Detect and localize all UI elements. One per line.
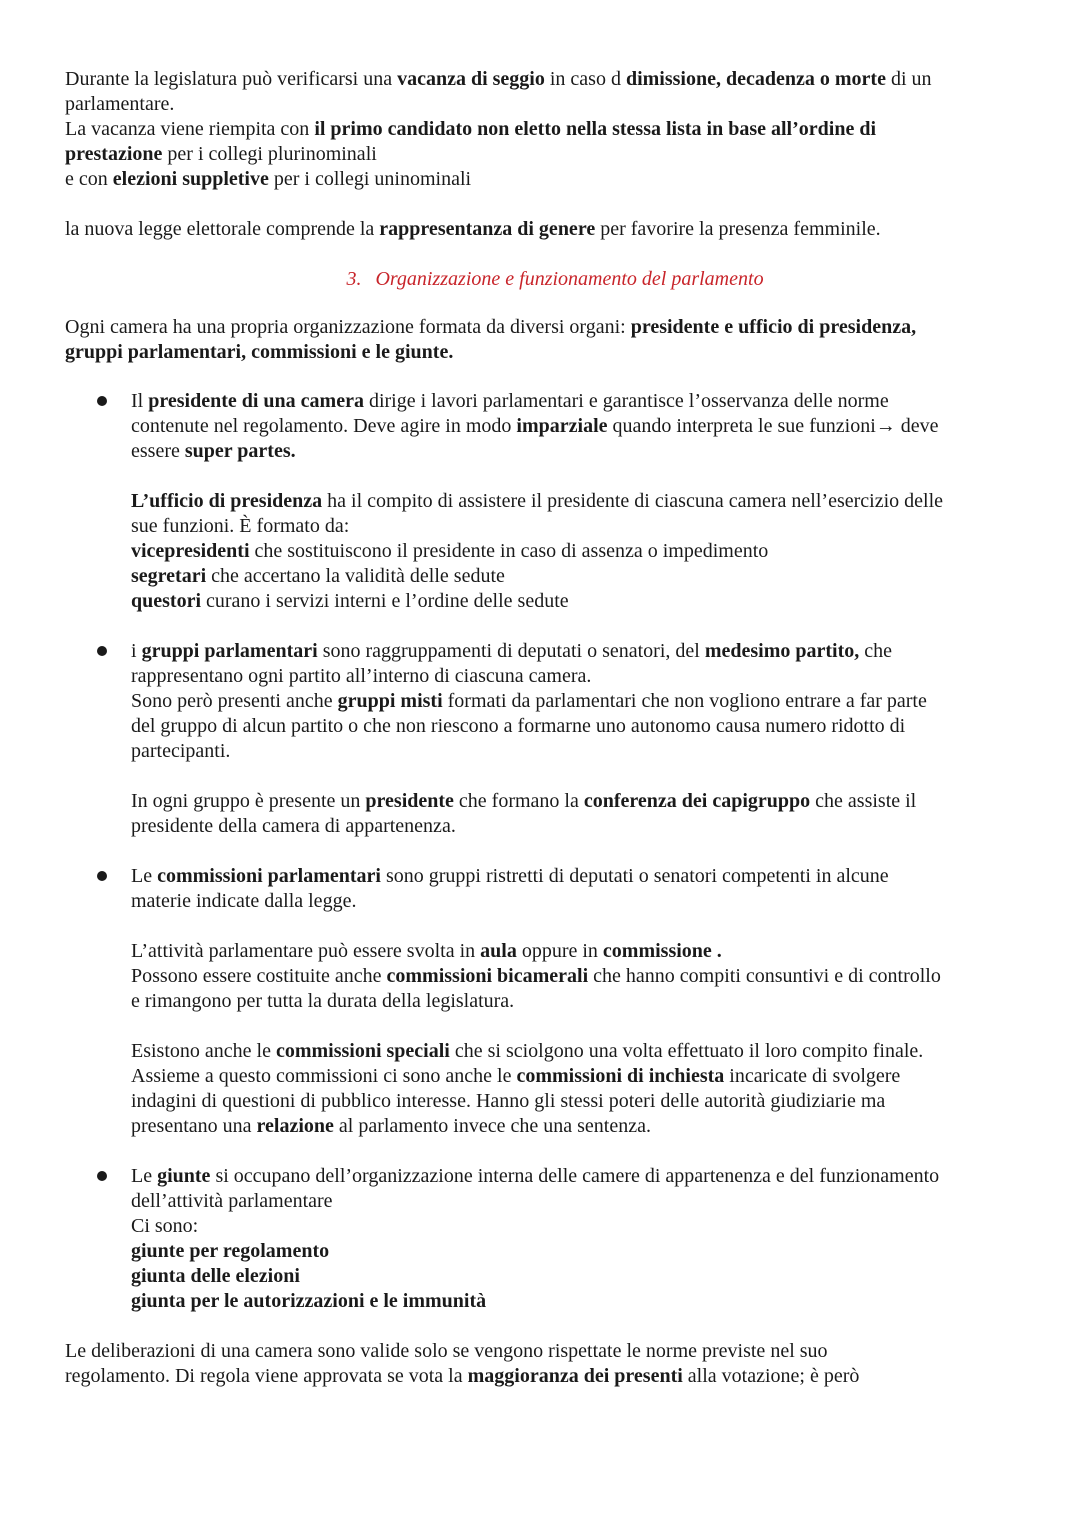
paragraph-organization <box>65 315 1025 365</box>
text-run: contenute nel regolamento. Deve agire in modo <box>131 415 517 437</box>
text-line <box>131 1164 1031 1189</box>
bold-term: vacanza di seggio <box>397 68 545 90</box>
text-run: L’attività parlamentare può essere svolta in <box>131 940 481 962</box>
text-line <box>131 1189 1031 1214</box>
text-run: formati da parlamentari che non vogliono entrare a far parte <box>442 690 927 712</box>
paragraph-deliberations <box>65 1339 1025 1389</box>
section-number: 3. <box>346 268 362 290</box>
text-line <box>131 964 1031 989</box>
bold-term: aula <box>480 940 517 962</box>
text-line <box>131 1039 1031 1064</box>
text-run: di un <box>885 68 932 90</box>
item-commissions <box>131 864 1031 914</box>
text-run: per i collegi uninominali <box>268 168 472 190</box>
text-run: si occupano dell’organizzazione interna delle camere di appartenenza e del funzionamento <box>210 1165 940 1187</box>
bold-term: giunta delle elezioni <box>131 1265 300 1287</box>
text-run: che hanno compiti consuntivi e di controllo <box>588 965 941 987</box>
text-run: ha il compito di assistere il presidente di ciascuna camera nell’esercizio delle <box>322 490 943 512</box>
text-line <box>65 315 1025 340</box>
text-line <box>131 714 1031 739</box>
text-line <box>131 639 1031 664</box>
item-group-leaders <box>131 789 1031 839</box>
text-run: curano i servizi interni e l’ordine delle sedute <box>201 590 569 612</box>
text-run: al parlamento invece che una sentenza. <box>333 1115 651 1137</box>
item-committees <box>131 1164 1031 1314</box>
text-line <box>131 1264 1031 1289</box>
text-run: sono gruppi ristretti di deputati o senatori competenti in alcune <box>380 865 889 887</box>
text-run: regolamento. Di regola viene approvata se vota la <box>65 1365 468 1387</box>
item-president <box>131 389 1031 464</box>
bold-term: medesimo partito, <box>704 640 860 662</box>
bold-term: vicepresidenti <box>131 540 250 562</box>
text-run: oppure in <box>516 940 603 962</box>
text-run: parlamentare. <box>65 93 175 115</box>
text-line <box>131 664 1031 689</box>
bold-term: commissioni bicamerali <box>386 965 589 987</box>
text-run: Possono essere costituite anche <box>131 965 387 987</box>
text-run: La vacanza viene riempita con <box>65 118 315 140</box>
text-line <box>131 589 1031 614</box>
bold-term: gruppi parlamentari, commissioni e le giunte. <box>65 341 454 363</box>
text-line <box>131 864 1031 889</box>
section-heading <box>0 267 1080 292</box>
section-title: Organizzazione e funzionamento del parlamento <box>375 268 764 290</box>
text-run: Durante la legislatura può verificarsi una <box>65 68 398 90</box>
bold-term: commissione . <box>602 940 722 962</box>
text-line <box>131 1289 1031 1314</box>
text-run: per i collegi plurinominali <box>162 143 377 165</box>
bold-term: imparziale <box>516 415 608 437</box>
text-run: essere <box>131 440 185 462</box>
text-line <box>65 217 1025 242</box>
text-run: per favorire la presenza femminile. <box>595 218 881 240</box>
bold-term: L’ufficio di presidenza <box>131 490 323 512</box>
bold-term: il primo candidato non eletto nella stessa lista in base all’ordine di <box>314 118 877 140</box>
bold-term: giunte per regolamento <box>131 1240 330 1262</box>
bold-term: gruppi misti <box>337 690 443 712</box>
item-special-commissions <box>131 1039 1031 1139</box>
text-run: e rimangono per tutta la durata della legislatura. <box>131 990 515 1012</box>
text-run: che accertano la validità delle sedute <box>206 565 505 587</box>
bold-term: conferenza dei capigruppo <box>583 790 811 812</box>
text-line <box>131 1114 1031 1139</box>
text-run: che sostituiscono il presidente in caso di assenza o impedimento <box>249 540 769 562</box>
text-line <box>65 117 1025 142</box>
text-line <box>131 414 1031 439</box>
bold-term: super partes. <box>184 440 296 462</box>
bold-term: relazione <box>256 1115 334 1137</box>
bold-term: giunte <box>157 1165 211 1187</box>
text-run: materie indicate dalla legge. <box>131 890 357 912</box>
text-line <box>131 889 1031 914</box>
text-line <box>131 739 1031 764</box>
text-run: Le <box>131 1165 158 1187</box>
text-line <box>131 439 1031 464</box>
text-line <box>131 1089 1031 1114</box>
text-run: rappresentano ogni partito all’interno di ciascuna camera. <box>131 665 592 687</box>
text-line <box>131 1239 1031 1264</box>
bold-term: segretari <box>131 565 207 587</box>
text-run: che assiste il <box>810 790 917 812</box>
bold-term: commissioni speciali <box>275 1040 450 1062</box>
text-run: dirige i lavori parlamentari e garantisce l’osservanza delle norme <box>363 390 889 412</box>
text-line <box>131 489 1031 514</box>
text-run: sono raggruppamenti di deputati o senatori, del <box>317 640 705 662</box>
text-run: indagini di questioni di pubblico interesse. Hanno gli stessi poteri delle autorità giudiziarie ma <box>131 1090 886 1112</box>
text-line <box>65 67 1025 92</box>
bold-term: prestazione <box>65 143 163 165</box>
text-run: del gruppo di alcun partito o che non riescono a formarne uno autonomo causa numero ridotto di <box>131 715 906 737</box>
paragraph-gender-representation <box>65 217 1025 242</box>
bold-term: elezioni suppletive <box>112 168 269 190</box>
bullet-president <box>97 396 107 406</box>
bold-term: dimissione, decadenza o morte <box>625 68 886 90</box>
text-run: che formano la <box>453 790 584 812</box>
text-line <box>65 142 1025 167</box>
text-line <box>131 1214 1031 1239</box>
text-line <box>131 789 1031 814</box>
text-line <box>131 989 1031 1014</box>
text-run: e con <box>65 168 113 190</box>
text-run: sue funzioni. È formato da: <box>131 515 350 537</box>
text-run: Esistono anche le <box>131 1040 276 1062</box>
text-line <box>131 689 1031 714</box>
bold-term: presidente <box>365 790 454 812</box>
text-run: la nuova legge elettorale comprende la <box>65 218 380 240</box>
text-line <box>65 167 1025 192</box>
text-run: quando interpreta le sue funzioni→ deve <box>607 415 939 437</box>
text-line <box>131 939 1031 964</box>
text-run: incaricate di svolgere <box>724 1065 901 1087</box>
text-run: Sono però presenti anche <box>131 690 338 712</box>
bold-term: giunta per le autorizzazioni e le immunità <box>131 1290 487 1312</box>
text-run: che <box>859 640 893 662</box>
item-president-office <box>131 489 1031 614</box>
text-run: in caso d <box>544 68 626 90</box>
text-run: i <box>131 640 142 662</box>
bold-term: maggioranza dei presenti <box>467 1365 683 1387</box>
text-run: Ci sono: <box>131 1215 199 1237</box>
text-line <box>65 340 1025 365</box>
text-run: Ogni camera ha una propria organizzazione formata da diversi organi: <box>65 316 631 338</box>
bold-term: gruppi parlamentari <box>141 640 318 662</box>
text-run: Le <box>131 865 158 887</box>
text-line <box>131 814 1031 839</box>
text-line <box>131 539 1031 564</box>
text-run: presentano una <box>131 1115 257 1137</box>
paragraph-vacancy <box>65 67 1025 192</box>
text-run: Assieme a questo commissioni ci sono anche le <box>131 1065 517 1087</box>
text-line <box>65 92 1025 117</box>
bullet-parliamentary-groups <box>97 646 107 656</box>
text-run: Il <box>131 390 149 412</box>
text-run: partecipanti. <box>131 740 231 762</box>
text-line <box>65 1364 1025 1389</box>
text-line <box>65 1339 1025 1364</box>
text-line <box>131 389 1031 414</box>
bold-term: questori <box>131 590 201 612</box>
text-line <box>131 564 1031 589</box>
text-run: dell’attività parlamentare <box>131 1190 333 1212</box>
bullet-committees <box>97 1171 107 1181</box>
item-commission-activity <box>131 939 1031 1014</box>
bold-term: rappresentanza di genere <box>379 218 596 240</box>
bullet-commissions <box>97 871 107 881</box>
text-run: presidente della camera di appartenenza. <box>131 815 456 837</box>
item-parliamentary-groups <box>131 639 1031 764</box>
text-run: che si sciolgono una volta effettuato il loro compito finale. <box>449 1040 924 1062</box>
text-run: alla votazione; è però <box>682 1365 860 1387</box>
text-line <box>131 1064 1031 1089</box>
bold-term: presidente di una camera <box>148 390 364 412</box>
bold-term: commissioni parlamentari <box>157 865 381 887</box>
text-run: In ogni gruppo è presente un <box>131 790 366 812</box>
text-run: Le deliberazioni di una camera sono valide solo se vengono rispettate le norme previste nel suo <box>65 1340 828 1362</box>
text-line <box>131 514 1031 539</box>
bold-term: commissioni di inchiesta <box>516 1065 725 1087</box>
bold-term: presidente e ufficio di presidenza, <box>630 316 917 338</box>
